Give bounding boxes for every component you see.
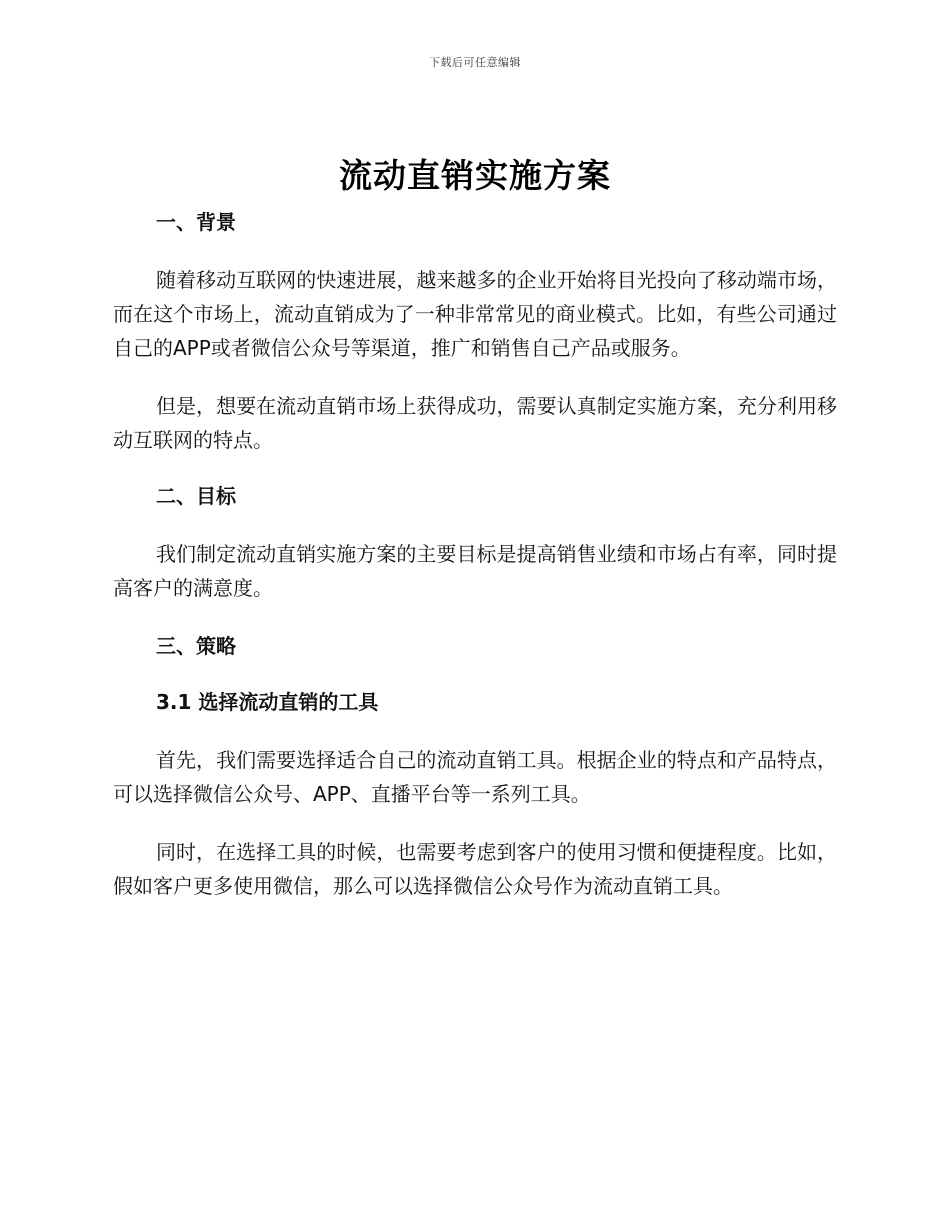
- document-body: [113, 207, 837, 903]
- section-heading-strategy: 三、策略: [156, 634, 236, 658]
- sub-heading-tools: 3.1 选择流动直销的工具: [156, 690, 379, 714]
- paragraph-strategy-1: 首先，我们需要选择适合自己的流动直销工具。根据企业的特点和产品特点，可以选择微信公众号、APP、直播平台等一系列工具。: [113, 748, 837, 806]
- paragraph-goal-1: 我们制定流动直销实施方案的主要目标是提高销售业绩和市场占有率，同时提高客户的满意度。: [113, 542, 837, 600]
- paragraph-background-2: 但是，想要在流动直销市场上获得成功，需要认真制定实施方案，充分利用移动互联网的特点。: [113, 394, 837, 452]
- header-note: 下载后可任意编辑: [429, 56, 521, 69]
- document-title: 流动直销实施方案: [339, 156, 611, 195]
- section-heading-goal: 二、目标: [156, 484, 236, 508]
- paragraph-strategy-2: 同时，在选择工具的时候，也需要考虑到客户的使用习惯和便捷程度。比如，假如客户更多使用微信，那么可以选择微信公众号作为流动直销工具。: [113, 840, 837, 898]
- section-heading-background: 一、背景: [156, 210, 236, 234]
- paragraph-background-1: 随着移动互联网的快速进展，越来越多的企业开始将目光投向了移动端市场，而在这个市场上，流动直销成为了一种非常常见的商业模式。比如，有些公司通过自己的APP或者微信公众号等渠道，推广和销售自己产品或服务。: [113, 268, 837, 360]
